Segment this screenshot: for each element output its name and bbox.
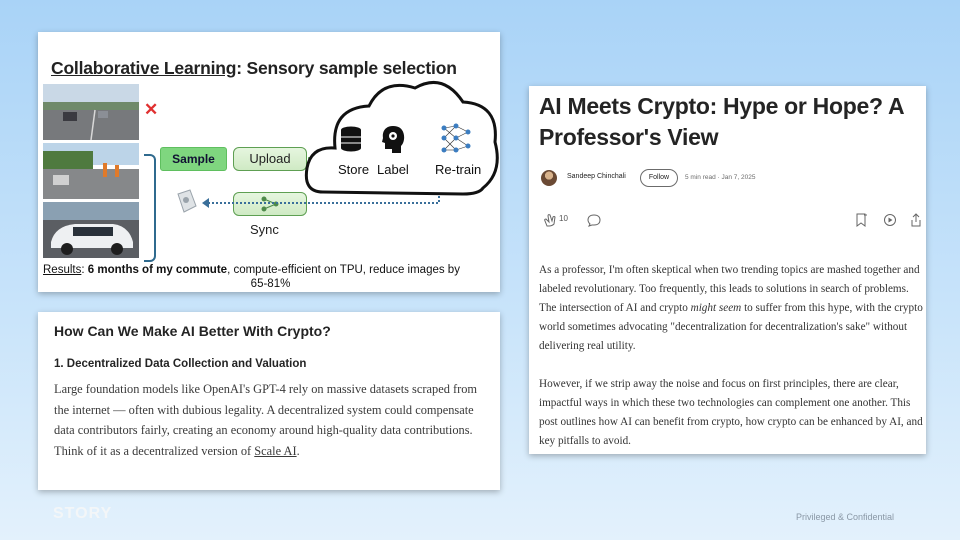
photo-group-brace <box>144 154 156 262</box>
confidential-footer: Privileged & Confidential <box>796 512 895 522</box>
article-paragraph-2: However, if we strip away the noise and focus on first principles, there are clear, impactful ways in which these two technologies can complement one another. This post outlines how AI can benefit from crypto, how crypto can be enhanced by AI, and key pitfalls to avoid. <box>539 378 923 447</box>
bookmark-icon[interactable] <box>854 213 868 230</box>
street-photo <box>43 143 139 199</box>
follow-button[interactable]: Follow <box>640 169 678 187</box>
clap-icon[interactable] <box>543 213 557 230</box>
section-subheading: 1. Decentralized Data Collection and Valuation <box>54 358 307 370</box>
article-title: AI Meets Crypto: Hype or Hope? A Professor's View <box>539 93 904 150</box>
slide-card <box>38 32 500 292</box>
sync-label: Sync <box>250 222 279 237</box>
sync-step <box>233 192 307 216</box>
sample-step: Sample <box>160 147 227 171</box>
neural-net-icon <box>440 122 472 161</box>
author-avatar[interactable] <box>541 170 557 186</box>
scale-ai-link[interactable]: Scale AI <box>254 444 297 459</box>
article-paragraph-1: As a professor, I'm often skeptical when two trending topics are mashed together and labeled revolutionary. Too frequently, this leads to solutions in search of problems. The intersection of AI and crypto might seem to suffer from this hype, with the crypto world sometimes advocating "decentralization for decentralization's sake" without delivering real utility. <box>539 264 923 352</box>
share-icon[interactable] <box>909 213 923 230</box>
brain-icon <box>380 124 406 159</box>
story-logo: STORY <box>53 505 113 522</box>
crypto-section-card <box>38 312 500 490</box>
play-icon[interactable] <box>883 213 897 230</box>
sensor-icon <box>174 188 200 218</box>
clap-count: 10 <box>559 214 568 223</box>
slide-title: Collaborative Learning: Sensory sample selection <box>51 58 457 78</box>
upload-step: Upload <box>233 147 307 171</box>
author-name[interactable]: Sandeep Chinchali <box>567 173 626 180</box>
article-meta: 5 min read · Jan 7, 2025 <box>685 174 756 181</box>
retrain-label: Re-train <box>435 162 482 177</box>
label-label: Label <box>377 162 409 177</box>
highway-photo <box>43 84 139 140</box>
network-icon <box>234 193 306 215</box>
comment-icon[interactable] <box>587 213 601 230</box>
section-paragraph: Large foundation models like OpenAI's GPT-4 rely on massive datasets scraped from the internet — often with dubious legality. A decentralized system could compensate data contributors fairly, creating an economy around high-quality data contributions. Think of it as a decentralized version of Scale AI. <box>54 382 478 459</box>
article-body <box>539 261 925 454</box>
store-label: Store <box>338 162 370 177</box>
article-actions <box>539 213 919 231</box>
car-photo <box>43 202 139 258</box>
results-text: Results: 6 months of my commute, compute-efficient on TPU, reduce images by 65-81% <box>43 264 460 290</box>
reject-x-icon: ✕ <box>144 100 159 119</box>
section-heading: How Can We Make AI Better With Crypto? <box>54 323 331 339</box>
database-icon <box>340 126 362 157</box>
article-card <box>529 86 926 454</box>
sync-dotted-arrow <box>208 202 438 204</box>
